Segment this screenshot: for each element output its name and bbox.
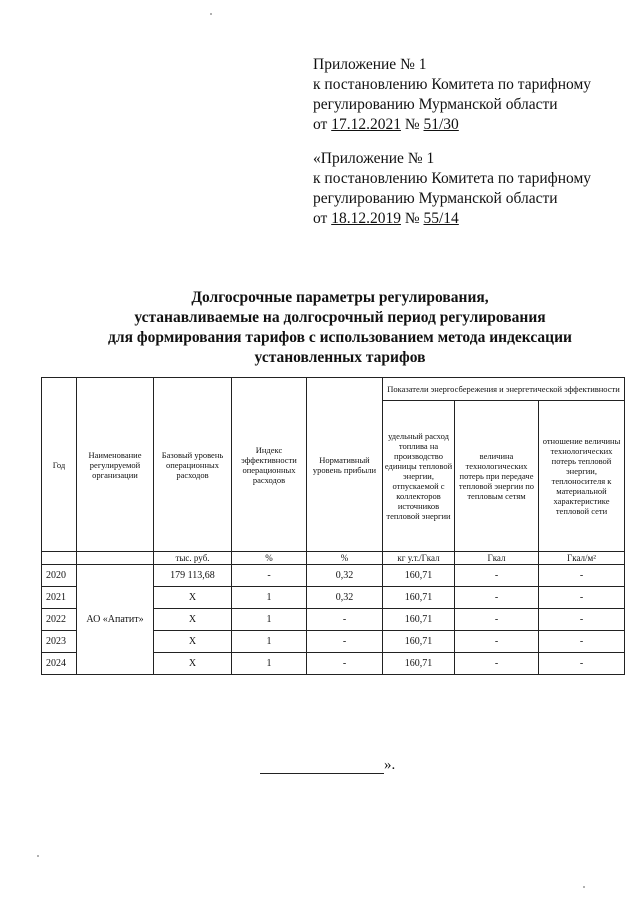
- cell-losses: -: [455, 631, 539, 653]
- closing-mark: [260, 757, 395, 774]
- scan-speck: [583, 886, 585, 888]
- cell-year: 2020: [42, 565, 77, 587]
- unit-fuel-rate: кг у.т./Гкал: [383, 552, 455, 565]
- cell-fuel: 160,71: [383, 565, 455, 587]
- cell-ratio: -: [539, 587, 625, 609]
- cell-index: -: [232, 565, 307, 587]
- unit-empty: [42, 552, 77, 565]
- appendix-current-line2: к постановлению Комитета по тарифному: [313, 76, 592, 93]
- scan-speck: [210, 13, 212, 15]
- appendix-current-date: 17.12.2021: [331, 116, 401, 133]
- cell-profit: -: [307, 631, 383, 653]
- date-prefix: от: [313, 116, 332, 133]
- cell-ratio: -: [539, 653, 625, 675]
- closing-quote: ».: [384, 757, 396, 773]
- cell-base: 179 113,68: [154, 565, 232, 587]
- cell-profit: -: [307, 653, 383, 675]
- header-profit-level: Нормативный уровень прибыли: [307, 378, 383, 552]
- unit-losses: Гкал: [455, 552, 539, 565]
- cell-ratio: -: [539, 565, 625, 587]
- cell-losses: -: [455, 565, 539, 587]
- table-row: [42, 565, 625, 587]
- appendix-previous-date: 18.12.2019: [331, 210, 401, 227]
- document-title: [40, 288, 640, 368]
- appendix-current-number: 51/30: [423, 116, 459, 133]
- cell-losses: -: [455, 653, 539, 675]
- unit-efficiency-index: %: [232, 552, 307, 565]
- header-base-level: Базовый уровень операционных расходов: [154, 378, 232, 552]
- title-line4: установленных тарифов: [254, 349, 426, 366]
- unit-base-level: тыс. руб.: [154, 552, 232, 565]
- cell-ratio: -: [539, 631, 625, 653]
- cell-fuel: 160,71: [383, 587, 455, 609]
- cell-year: 2021: [42, 587, 77, 609]
- appendix-previous-line1: «Приложение № 1: [313, 150, 435, 167]
- title-line2: устанавливаемые на долгосрочный период регулирования: [134, 309, 546, 326]
- unit-empty: [77, 552, 154, 565]
- header-losses-ratio: отношение величины технологических потерь тепловой энергии, теплоносителя к материальной характеристике тепловой сети: [539, 401, 625, 552]
- appendix-previous: [313, 149, 591, 229]
- cell-base: Х: [154, 653, 232, 675]
- cell-index: 1: [232, 587, 307, 609]
- header-org: Наименование регулируемой организации: [77, 378, 154, 552]
- appendix-previous-line3: регулированию Мурманской области: [313, 190, 558, 207]
- unit-losses-ratio: Гкал/м²: [539, 552, 625, 565]
- cell-base: Х: [154, 609, 232, 631]
- cell-base: Х: [154, 587, 232, 609]
- cell-fuel: 160,71: [383, 653, 455, 675]
- cell-year: 2023: [42, 631, 77, 653]
- appendix-current-line3: регулированию Мурманской области: [313, 96, 558, 113]
- cell-losses: -: [455, 609, 539, 631]
- title-line3: для формирования тарифов с использованием метода индексации: [108, 329, 572, 346]
- cell-index: 1: [232, 653, 307, 675]
- header-losses: величина технологических потерь при передаче тепловой энергии по тепловым сетям: [455, 401, 539, 552]
- appendix-previous-date-line: [313, 209, 591, 229]
- appendix-current: [313, 55, 591, 135]
- cell-profit: -: [307, 609, 383, 631]
- cell-organization: АО «Апатит»: [77, 565, 154, 675]
- cell-year: 2024: [42, 653, 77, 675]
- cell-fuel: 160,71: [383, 609, 455, 631]
- scan-speck: [37, 855, 39, 857]
- cell-fuel: 160,71: [383, 631, 455, 653]
- title-line1: Долгосрочные параметры регулирования,: [191, 289, 489, 306]
- header-fuel-rate: удельный расход топлива на производство единицы тепловой энергии, отпускаемой с коллекторов источников тепловой энергии: [383, 401, 455, 552]
- cell-year: 2022: [42, 609, 77, 631]
- appendix-previous-number: 55/14: [423, 210, 459, 227]
- cell-profit: 0,32: [307, 565, 383, 587]
- unit-profit-level: %: [307, 552, 383, 565]
- number-prefix: №: [400, 210, 424, 227]
- header-energy-group: Показатели энергосбережения и энергетической эффективности: [383, 378, 625, 401]
- number-prefix: №: [400, 116, 424, 133]
- parameters-table: [41, 377, 625, 675]
- date-prefix: от: [313, 210, 332, 227]
- appendix-current-line1: Приложение № 1: [313, 56, 427, 73]
- header-efficiency-index: Индекс эффективности операционных расходов: [232, 378, 307, 552]
- cell-base: Х: [154, 631, 232, 653]
- appendix-previous-line2: к постановлению Комитета по тарифному: [313, 170, 592, 187]
- closing-line: [260, 773, 384, 774]
- header-year: Год: [42, 378, 77, 552]
- cell-index: 1: [232, 609, 307, 631]
- cell-index: 1: [232, 631, 307, 653]
- cell-losses: -: [455, 587, 539, 609]
- cell-profit: 0,32: [307, 587, 383, 609]
- appendix-current-date-line: [313, 115, 591, 135]
- cell-ratio: -: [539, 609, 625, 631]
